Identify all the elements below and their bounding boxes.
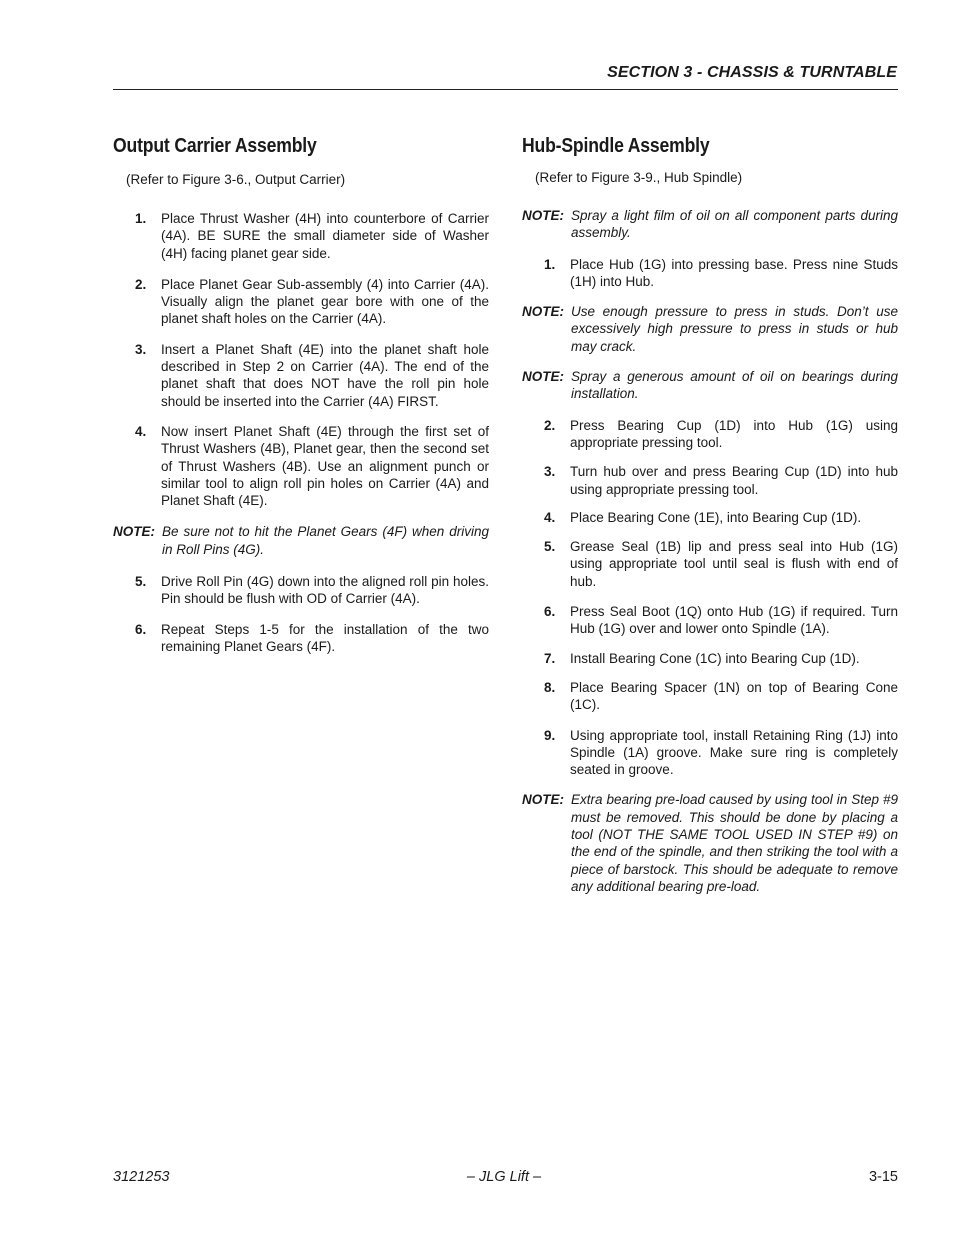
note-text: Spray a light film of oil on all component parts during assembly. xyxy=(571,208,898,241)
step-text: Now insert Planet Shaft (4E) through the first set of Thrust Washers (4B), Planet gear, then the second set of Thrust Washers (4B). Use an alignment punch or similar tool to align roll pin holes on Carrier (4A) and Planet Shaft (4E). xyxy=(161,423,489,509)
note-label: NOTE: xyxy=(522,304,564,320)
step-text: Place Planet Gear Sub-assembly (4) into Carrier (4A). Visually align the planet gear bore with one of the planet shaft holes on the Carrier (4A). xyxy=(161,276,489,327)
step-number: 6. xyxy=(544,604,556,620)
step-item xyxy=(135,276,489,328)
step-number: 5. xyxy=(544,539,556,555)
step-item xyxy=(544,509,898,526)
step-text: Place Bearing Cone (1E), into Bearing Cup (1D). xyxy=(570,509,862,525)
note-block xyxy=(522,368,898,403)
step-number: 2. xyxy=(135,276,147,292)
section-title: SECTION 3 - CHASSIS & TURNTABLE xyxy=(607,64,897,81)
step-text: Place Bearing Spacer (1N) on top of Bearing Cone (1C). xyxy=(570,679,898,713)
note-block xyxy=(522,791,898,895)
hub-spindle-heading: Hub-Spindle Assembly xyxy=(522,135,710,157)
note-label: NOTE: xyxy=(522,792,564,808)
step-number: 5. xyxy=(135,574,147,590)
step-item xyxy=(135,621,489,656)
note-label: NOTE: xyxy=(113,524,155,540)
figure-reference: (Refer to Figure 3-6., Output Carrier) xyxy=(126,172,346,187)
step-item xyxy=(135,210,489,262)
step-item xyxy=(135,573,489,608)
step-item xyxy=(544,650,898,667)
note-text: Extra bearing pre-load caused by using tool in Step #9 must be removed. This should be done by placing a tool (NOT THE SAME TOOL USED IN STEP #9) on the end of the spindle, and then striking the tool with a piece of barstock. This should be adequate to remove any additional bearing pre-load. xyxy=(571,792,898,894)
step-item xyxy=(135,341,489,410)
header-rule xyxy=(113,89,898,90)
step-text: Using appropriate tool, install Retaining Ring (1J) into Spindle (1A) groove. Make sure ring is completely seated in groove. xyxy=(570,727,898,778)
step-text: Repeat Steps 1-5 for the installation of the two remaining Planet Gears (4F). xyxy=(161,621,489,654)
step-number: 2. xyxy=(544,417,556,433)
step-number: 3. xyxy=(135,341,147,357)
left-column xyxy=(113,131,489,655)
note-text: Use enough pressure to press in studs. Don’t use excessively high pressure to press in studs or hub may crack. xyxy=(571,304,898,354)
note-block xyxy=(113,523,489,558)
note-text: Spray a generous amount of oil on bearings during installation. xyxy=(571,369,898,402)
step-number: 3. xyxy=(544,464,556,480)
step-text: Grease Seal (1B) lip and press seal into Hub (1G) using appropriate tool until seal is flush with end of hub. xyxy=(570,539,898,589)
note-text: Be sure not to hit the Planet Gears (4F) when driving in Roll Pins (4G). xyxy=(162,524,489,557)
document-number: 3121253 xyxy=(113,1169,170,1185)
step-item xyxy=(544,603,898,638)
step-text: Install Bearing Cone (1C) into Bearing Cup (1D). xyxy=(570,650,860,666)
step-number: 1. xyxy=(544,256,556,272)
step-number: 7. xyxy=(544,650,556,666)
step-number: 6. xyxy=(135,621,147,637)
right-item-list xyxy=(522,207,898,895)
left-item-list xyxy=(113,210,489,655)
note-block xyxy=(522,207,898,242)
step-number: 4. xyxy=(544,509,556,525)
note-label: NOTE: xyxy=(522,369,564,385)
step-text: Press Bearing Cup (1D) into Hub (1G) using appropriate pressing tool. xyxy=(570,417,898,450)
note-block xyxy=(522,303,898,355)
step-item xyxy=(544,727,898,779)
step-text: Insert a Planet Shaft (4E) into the planet shaft hole described in Step 2 on Carrier (4A). The end of the planet shaft that does NOT have the roll pin hole should be inserted into the Carrier (4A) FIRST. xyxy=(161,341,489,409)
step-text: Press Seal Boot (1Q) onto Hub (1G) if required. Turn Hub (1G) over and lower onto Spindle (1A). xyxy=(570,604,898,637)
step-number: 1. xyxy=(135,211,147,226)
step-item xyxy=(544,679,898,714)
step-item xyxy=(544,463,898,498)
note-label: NOTE: xyxy=(522,208,564,223)
step-item xyxy=(544,256,898,291)
step-number: 9. xyxy=(544,727,556,743)
figure-reference: (Refer to Figure 3-9., Hub Spindle) xyxy=(535,170,743,185)
publisher-footer: – JLG Lift – xyxy=(466,1169,542,1185)
output-carrier-heading: Output Carrier Assembly xyxy=(113,135,317,157)
page-number: 3-15 xyxy=(868,1169,898,1185)
step-item xyxy=(135,423,489,509)
step-item xyxy=(544,417,898,452)
step-number: 8. xyxy=(544,679,556,695)
right-column xyxy=(522,131,898,895)
step-item xyxy=(544,538,898,590)
step-number: 4. xyxy=(135,423,147,439)
step-text: Drive Roll Pin (4G) down into the aligned roll pin holes. Pin should be flush with OD of Carrier (4A). xyxy=(161,574,489,607)
step-text: Place Hub (1G) into pressing base. Press nine Studs (1H) into Hub. xyxy=(570,256,898,289)
step-text: Place Thrust Washer (4H) into counterbore of Carrier (4A). BE SURE the small diameter side of Washer (4H) facing planet gear side. xyxy=(161,211,489,261)
step-text: Turn hub over and press Bearing Cup (1D) into hub using appropriate pressing tool. xyxy=(570,464,898,497)
